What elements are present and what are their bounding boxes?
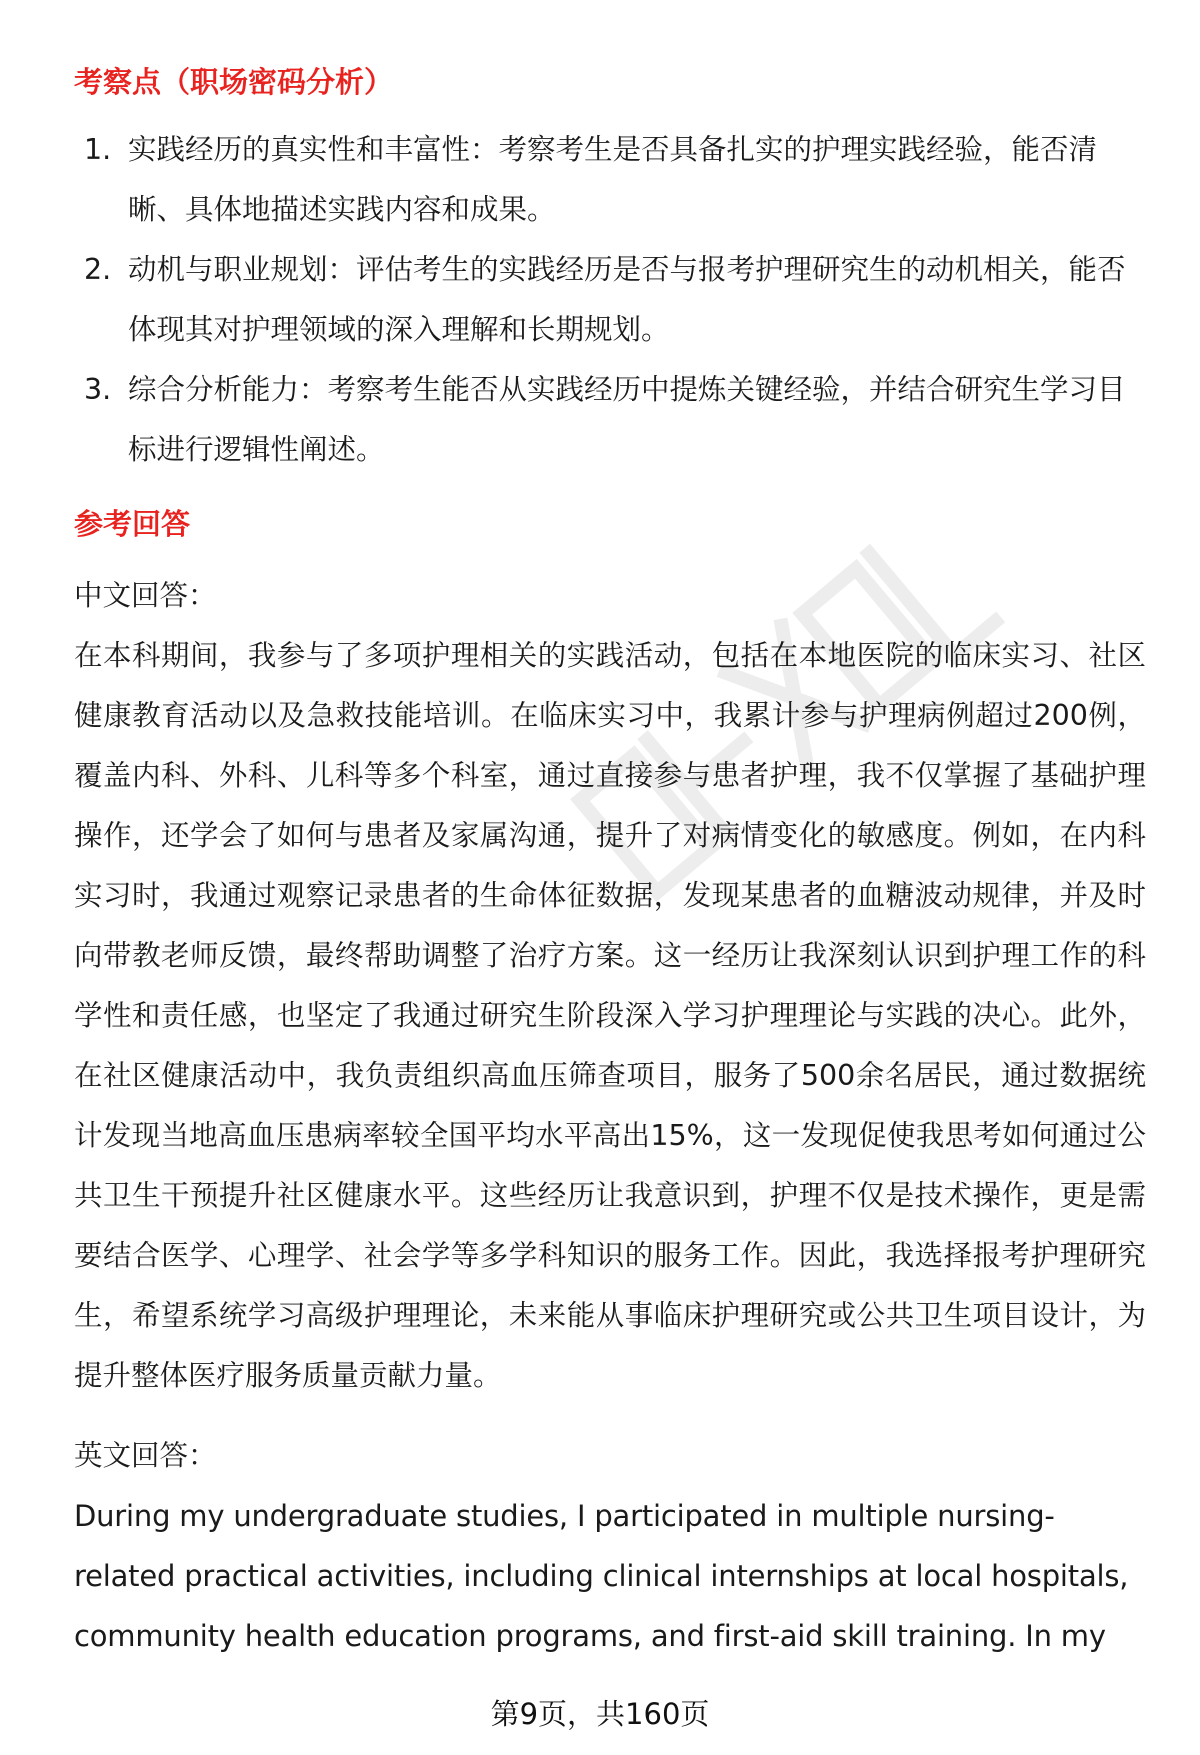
english-answer-label: 英文回答： (74, 1439, 217, 1472)
exam-point-item (74, 120, 1146, 240)
exam-point-text: 实践经历的真实性和丰富性：考察考生是否具备扎实的护理实践经验，能否清晰、具体地描述实践内容和成果。 (128, 133, 1098, 226)
exam-point-number: 2. (84, 253, 112, 286)
exam-point-number: 3. (84, 373, 112, 406)
reference-answer-heading: 参考回答 (74, 507, 191, 541)
exam-point-number: 1. (84, 133, 112, 166)
exam-point-item (74, 360, 1146, 480)
chinese-answer-label: 中文回答： (74, 579, 217, 612)
exam-point-text: 综合分析能力：考察考生能否从实践经历中提炼关键经验，并结合研究生学习目标进行逻辑性阐述。 (128, 373, 1126, 466)
chinese-answer-text: 在本科期间，我参与了多项护理相关的实践活动，包括在本地医院的临床实习、社区健康教育活动以及急救技能培训。在临床实习中，我累计参与护理病例超过200例，覆盖内科、外科、儿科等多个科室，通过直接参与患者护理，我不仅掌握了基础护理操作，还学会了如何与患者及家属沟通，提升了对病情变化的敏感度。例如，在内科实习时，我通过观察记录患者的生命体征数据，发现某患者的血糖波动规律，并及时向带教老师反馈，最终帮助调整了治疗方案。这一经历让我深刻认识到护理工作的科学性和责任感，也坚定了我通过研究生阶段深入学习护理理论与实践的决心。此外，在社区健康活动中，我负责组织高血压筛查项目，服务了500余名居民，通过数据统计发现当地高血压患病率较全国平均水平高出15%，这一发现促使我思考如何通过公共卫生干预提升社区健康水平。这些经历让我意识到，护理不仅是技术操作，更是需要结合医学、心理学、社会学等多学科知识的服务工作。因此，我选择报考护理研究生，希望系统学习高级护理理论，未来能从事临床护理研究或公共卫生项目设计，为提升整体医疗服务质量贡献力量。 (74, 639, 1146, 1392)
exam-point-item (74, 240, 1146, 360)
exam-point-text: 动机与职业规划：评估考生的实践经历是否与报考护理研究生的动机相关，能否体现其对护理领域的深入理解和长期规划。 (128, 253, 1126, 346)
exam-points-heading: 考察点（职场密码分析） (74, 65, 394, 99)
english-answer-text: During my undergraduate studies, I participated in multiple nursing-related practical activities, including clinical internships at local hospitals, community health education programs, and first-aid skill training. In my (74, 1499, 1129, 1653)
exam-points-list (74, 120, 1146, 480)
page-number-footer: 第9页，共160页 (490, 1697, 710, 1731)
document-page (74, 58, 1146, 1666)
